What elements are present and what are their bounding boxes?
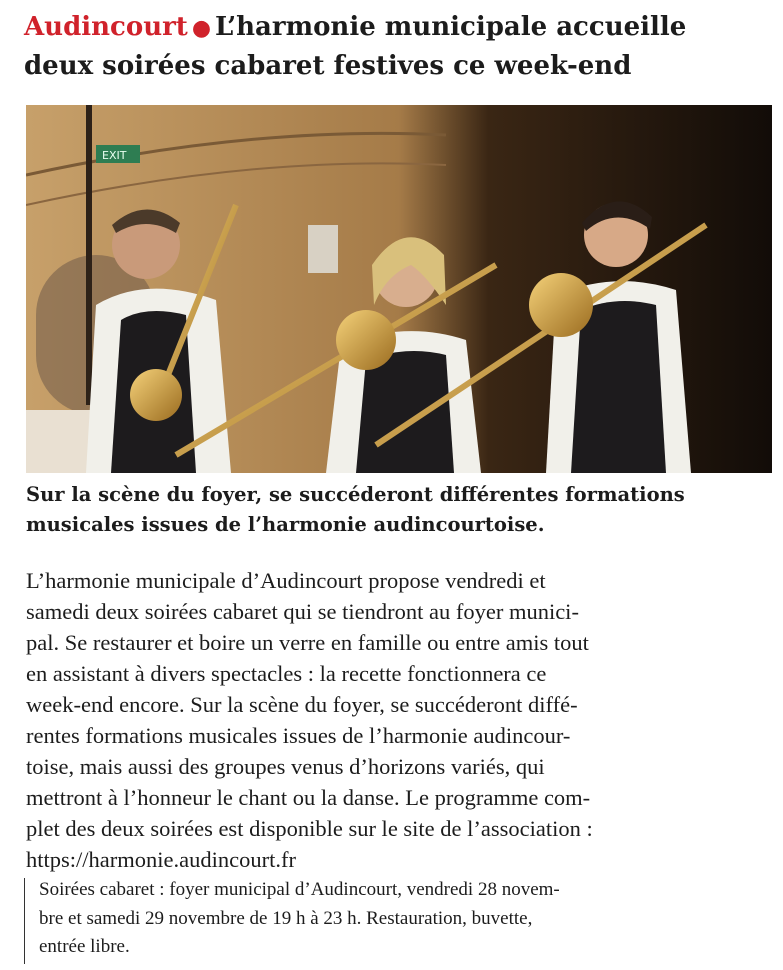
article-headline [24, 8, 764, 85]
caption-line2: musicales issues de l’harmonie audincourtoise. [26, 513, 545, 536]
headline-title-line2: deux soirées cabaret festives ce week-end [24, 51, 632, 81]
body-line: mettront à l’honneur le chant ou la danse. Le programme com- [26, 785, 591, 810]
info-line: bre et samedi 29 novembre de 19 h à 23 h. Restauration, buvette, [39, 907, 533, 929]
body-line: samedi deux soirées cabaret qui se tiendront au foyer munici- [26, 599, 579, 624]
body-line: plet des deux soirées est disponible sur le site de l’association : [26, 816, 593, 841]
event-info-box [24, 878, 773, 964]
headline-title-line1: L’harmonie municipale accueille [215, 12, 687, 42]
body-line: week-end encore. Sur la scène du foyer, se succéderont diffé- [26, 692, 578, 717]
bullet-dot-icon: ● [191, 15, 212, 41]
website-link[interactable]: https://harmonie.audincourt.fr [26, 847, 296, 872]
caption-line1: Sur la scène du foyer, se succéderont différentes formations [26, 483, 685, 506]
article-photo [26, 105, 772, 473]
headline-kicker: Audincourt [24, 12, 188, 42]
exit-sign-text: EXIT [102, 149, 127, 162]
body-line: rentes formations musicales issues de l’harmonie audincour- [26, 723, 571, 748]
body-line: pal. Se restaurer et boire un verre en famille ou entre amis tout [26, 630, 589, 655]
event-info-text [39, 876, 769, 962]
body-line: toise, mais aussi des groupes venus d’horizons variés, qui [26, 754, 545, 779]
info-line: entrée libre. [39, 936, 130, 957]
photo-trombone-players-illustration [26, 105, 772, 473]
body-line: en assistant à divers spectacles : la recette fonctionnera ce [26, 661, 547, 686]
article-body [26, 565, 772, 875]
info-line: Soirées cabaret : foyer municipal d’Audincourt, vendredi 28 novem- [39, 879, 560, 900]
body-line: L’harmonie municipale d’Audincourt propose vendredi et [26, 568, 546, 593]
photo-caption [26, 480, 776, 540]
